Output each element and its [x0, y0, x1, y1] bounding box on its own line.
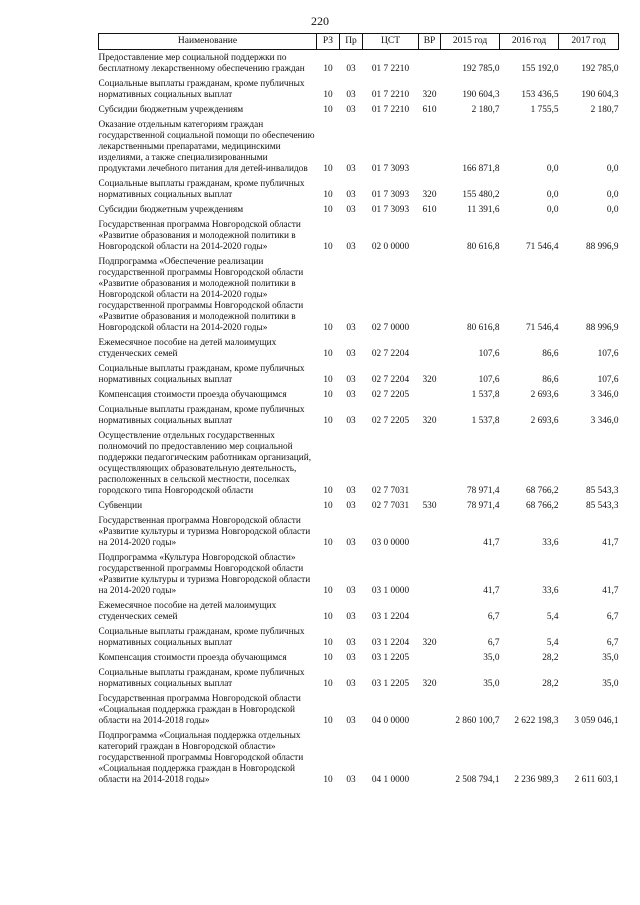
- row-2015: 78 971,4: [466, 486, 500, 496]
- row-2016: 33,6: [542, 586, 559, 596]
- row-cst: 01 7 3093: [371, 205, 410, 215]
- row-cst: 03 1 2204: [371, 638, 410, 648]
- row-2017: 85 543,3: [585, 501, 619, 511]
- row-vr: [419, 50, 441, 77]
- table-row: [99, 387, 619, 402]
- row-2015: 192 785,0: [462, 64, 500, 74]
- row-cst: 02 7 0000: [371, 323, 410, 333]
- row-name: Социальные выплаты гражданам, кроме публичных нормативных социальных выплат: [98, 668, 305, 689]
- table-row: [99, 624, 619, 650]
- row-name: Оказание отдельным категориям граждан государственной социальной помощи по обеспечению лекарственными препаратами, медицинскими изделиями, а также специализированными продуктами лечебного питания для детей-инвалидов: [98, 120, 315, 174]
- row-pr: 03: [346, 205, 356, 215]
- row-2017: 6,7: [606, 638, 619, 648]
- row-2016: 33,6: [542, 538, 559, 548]
- row-pr: 03: [346, 501, 356, 511]
- row-cst: 01 7 3093: [371, 164, 410, 174]
- row-vr: [419, 550, 441, 598]
- row-vr: [419, 254, 441, 335]
- table-row: [99, 728, 619, 787]
- row-pr: 03: [346, 349, 356, 359]
- row-2016: 0,0: [546, 164, 559, 174]
- table-body: [99, 50, 619, 788]
- row-2016: 153 436,5: [521, 90, 559, 100]
- row-2016: 0,0: [546, 205, 559, 215]
- row-pr: 03: [346, 775, 356, 785]
- row-2015: 6,7: [487, 638, 500, 648]
- row-pr: 03: [346, 638, 356, 648]
- row-2016: 86,6: [542, 349, 559, 359]
- row-2017: 41,7: [602, 538, 619, 548]
- table-row: [99, 217, 619, 254]
- row-cst: 01 7 2210: [371, 64, 410, 74]
- row-rz: 10: [323, 416, 333, 426]
- row-name: Осуществление отдельных государственных полномочий по предоставлению мер социальной поддержки педагогическим работникам организаций, осуществляющих образовательную деятельность, расположенных в сельской местности, поселках городского типа Новгородской области: [98, 431, 312, 496]
- table-row: [99, 650, 619, 665]
- row-2016: 2 622 198,3: [514, 716, 559, 726]
- row-2017: 3 346,0: [590, 390, 619, 400]
- row-2017: 3 346,0: [590, 416, 619, 426]
- row-vr: [419, 691, 441, 728]
- row-2016: 5,4: [546, 612, 559, 622]
- row-vr: 610: [422, 105, 437, 115]
- row-rz: 10: [323, 190, 333, 200]
- table-row: [99, 428, 619, 498]
- row-name: Компенсация стоимости проезда обучающимся: [98, 390, 287, 400]
- row-cst: 02 7 2204: [371, 349, 410, 359]
- row-2017: 192 785,0: [581, 64, 619, 74]
- row-2017: 107,6: [597, 375, 619, 385]
- row-2015: 107,6: [478, 375, 500, 385]
- row-2016: 155 192,0: [521, 64, 559, 74]
- header-vr: ВР: [419, 34, 441, 50]
- table-row: [99, 361, 619, 387]
- row-cst: 01 7 2210: [371, 90, 410, 100]
- row-vr: 320: [422, 416, 437, 426]
- row-vr: 320: [422, 638, 437, 648]
- row-vr: [419, 598, 441, 624]
- header-name: Наименование: [99, 34, 317, 50]
- row-2016: 0,0: [546, 190, 559, 200]
- row-pr: 03: [346, 679, 356, 689]
- row-pr: 03: [346, 586, 356, 596]
- row-2016: 2 693,6: [530, 390, 559, 400]
- row-2015: 11 391,6: [467, 205, 500, 215]
- row-name: Ежемесячное пособие на детей малоимущих студенческих семей: [98, 601, 277, 622]
- row-name: Подпрограмма «Культура Новгородской области» государственной программы Новгородской области «Развитие культуры и туризма Новгородской области на 2014-2020 годы»: [98, 553, 311, 596]
- row-vr: [419, 117, 441, 176]
- row-rz: 10: [323, 538, 333, 548]
- table-row: [99, 76, 619, 102]
- row-vr: [419, 217, 441, 254]
- row-vr: [419, 387, 441, 402]
- row-vr: [419, 428, 441, 498]
- row-cst: 03 1 2204: [371, 612, 410, 622]
- row-2015: 1 537,8: [471, 390, 500, 400]
- row-cst: 02 7 2205: [371, 390, 410, 400]
- row-vr: [419, 728, 441, 787]
- row-2015: 35,0: [483, 653, 500, 663]
- row-rz: 10: [323, 105, 333, 115]
- table-row: [99, 117, 619, 176]
- table-row: [99, 498, 619, 513]
- table-row: [99, 402, 619, 428]
- row-rz: 10: [323, 64, 333, 74]
- row-pr: 03: [346, 653, 356, 663]
- row-2015: 190 604,3: [462, 90, 500, 100]
- budget-table: [98, 33, 619, 787]
- row-pr: 03: [346, 375, 356, 385]
- table-row: [99, 102, 619, 117]
- row-vr: [419, 650, 441, 665]
- row-2016: 28,2: [542, 653, 559, 663]
- row-name: Субсидии бюджетным учреждениям: [98, 105, 244, 115]
- row-rz: 10: [323, 242, 333, 252]
- row-2017: 107,6: [597, 349, 619, 359]
- row-rz: 10: [323, 205, 333, 215]
- row-2016: 86,6: [542, 375, 559, 385]
- row-2017: 35,0: [602, 679, 619, 689]
- row-2015: 41,7: [483, 586, 500, 596]
- row-vr: 320: [422, 90, 437, 100]
- row-2016: 68 766,2: [525, 501, 559, 511]
- row-pr: 03: [346, 190, 356, 200]
- row-cst: 03 1 2205: [371, 679, 410, 689]
- row-2016: 5,4: [546, 638, 559, 648]
- row-cst: 01 7 3093: [371, 190, 410, 200]
- row-rz: 10: [323, 612, 333, 622]
- row-name: Государственная программа Новгородской области «Развитие культуры и туризма Новгородской области на 2014-2020 годы»: [98, 516, 311, 548]
- row-2015: 2 508 794,1: [455, 775, 500, 785]
- row-pr: 03: [346, 612, 356, 622]
- table-row: [99, 598, 619, 624]
- row-vr: 530: [422, 501, 437, 511]
- row-rz: 10: [323, 716, 333, 726]
- row-pr: 03: [346, 64, 356, 74]
- page-number: 220: [311, 14, 329, 28]
- row-pr: 03: [346, 164, 356, 174]
- row-cst: 02 7 7031: [371, 501, 410, 511]
- row-cst: 04 0 0000: [371, 716, 410, 726]
- row-2017: 3 059 046,1: [574, 716, 619, 726]
- row-pr: 03: [346, 716, 356, 726]
- row-name: Социальные выплаты гражданам, кроме публичных нормативных социальных выплат: [98, 364, 305, 385]
- row-2017: 88 996,9: [585, 242, 619, 252]
- row-2017: 0,0: [606, 190, 619, 200]
- row-2015: 41,7: [483, 538, 500, 548]
- row-name: Государственная программа Новгородской области «Социальная поддержка граждан в Новгородской области на 2014-2018 годы»: [98, 694, 301, 726]
- row-name: Социальные выплаты гражданам, кроме публичных нормативных социальных выплат: [98, 179, 305, 200]
- row-pr: 03: [346, 242, 356, 252]
- row-vr: 320: [422, 375, 437, 385]
- row-2017: 41,7: [602, 586, 619, 596]
- row-2015: 80 616,8: [466, 323, 500, 333]
- row-rz: 10: [323, 375, 333, 385]
- row-pr: 03: [346, 486, 356, 496]
- row-rz: 10: [323, 586, 333, 596]
- row-name: Субсидии бюджетным учреждениям: [98, 205, 244, 215]
- row-2015: 155 480,2: [462, 190, 500, 200]
- row-2016: 2 693,6: [530, 416, 559, 426]
- header-2016: 2016 год: [500, 34, 559, 50]
- row-cst: 04 1 0000: [371, 775, 410, 785]
- row-rz: 10: [323, 653, 333, 663]
- row-rz: 10: [323, 638, 333, 648]
- row-rz: 10: [323, 486, 333, 496]
- row-rz: 10: [323, 775, 333, 785]
- row-cst: 03 1 2205: [371, 653, 410, 663]
- row-2017: 6,7: [606, 612, 619, 622]
- row-2015: 166 871,8: [462, 164, 500, 174]
- row-name: Компенсация стоимости проезда обучающимся: [98, 653, 287, 663]
- row-name: Социальные выплаты гражданам, кроме публичных нормативных социальных выплат: [98, 405, 305, 426]
- row-2015: 35,0: [483, 679, 500, 689]
- row-name: Предоставление мер социальной поддержки по бесплатному лекарственному обеспечению граждан: [98, 53, 305, 74]
- row-vr: [419, 335, 441, 361]
- row-2017: 2 611 603,1: [574, 775, 619, 785]
- row-2017: 0,0: [606, 205, 619, 215]
- row-2015: 80 616,8: [466, 242, 500, 252]
- table-row: [99, 550, 619, 598]
- row-2016: 71 546,4: [525, 242, 559, 252]
- row-2016: 28,2: [542, 679, 559, 689]
- row-pr: 03: [346, 416, 356, 426]
- row-rz: 10: [323, 323, 333, 333]
- table-row: [99, 513, 619, 550]
- row-2016: 2 236 989,3: [514, 775, 559, 785]
- row-cst: 02 7 2204: [371, 375, 410, 385]
- table-header: [99, 34, 619, 50]
- row-rz: 10: [323, 501, 333, 511]
- row-pr: 03: [346, 390, 356, 400]
- row-2017: 0,0: [606, 164, 619, 174]
- table-row: [99, 665, 619, 691]
- row-2016: 71 546,4: [525, 323, 559, 333]
- row-name: Субвенции: [98, 501, 143, 511]
- row-name: Социальные выплаты гражданам, кроме публичных нормативных социальных выплат: [98, 79, 305, 100]
- row-2015: 107,6: [478, 349, 500, 359]
- header-pr: Пр: [340, 34, 363, 50]
- row-2016: 1 755,5: [530, 105, 559, 115]
- row-vr: [419, 513, 441, 550]
- row-pr: 03: [346, 105, 356, 115]
- header-2017: 2017 год: [559, 34, 619, 50]
- row-pr: 03: [346, 323, 356, 333]
- row-pr: 03: [346, 90, 356, 100]
- row-cst: 02 7 7031: [371, 486, 410, 496]
- row-vr: 610: [422, 205, 437, 215]
- table-row: [99, 176, 619, 202]
- table-row: [99, 335, 619, 361]
- row-2017: 190 604,3: [581, 90, 619, 100]
- header-2015: 2015 год: [441, 34, 500, 50]
- row-cst: 02 0 0000: [371, 242, 410, 252]
- row-cst: 03 1 0000: [371, 586, 410, 596]
- row-2016: 68 766,2: [525, 486, 559, 496]
- table-row: [99, 691, 619, 728]
- row-2017: 85 543,3: [585, 486, 619, 496]
- header-cst: ЦСТ: [363, 34, 419, 50]
- row-cst: 03 0 0000: [371, 538, 410, 548]
- row-rz: 10: [323, 349, 333, 359]
- row-2015: 2 180,7: [471, 105, 500, 115]
- table-row: [99, 50, 619, 77]
- row-2015: 1 537,8: [471, 416, 500, 426]
- row-name: Социальные выплаты гражданам, кроме публичных нормативных социальных выплат: [98, 627, 305, 648]
- row-name: Подпрограмма «Обеспечение реализации государственной программы Новгородской области «Развитие образования и молодежной политики в Новгородской области на 2014-2020 годы» государственной программы Новгородской области «Развитие образования и молодежной политики в Новгородской области на 2014-2020 годы»: [98, 257, 304, 333]
- row-2017: 35,0: [602, 653, 619, 663]
- row-name: Государственная программа Новгородской области «Развитие образования и молодежной политики в Новгородской области на 2014-2020 годы»: [98, 220, 301, 252]
- row-2017: 2 180,7: [590, 105, 619, 115]
- table-row: [99, 254, 619, 335]
- header-rz: РЗ: [317, 34, 340, 50]
- row-vr: 320: [422, 679, 437, 689]
- row-name: Подпрограмма «Социальная поддержка отдельных категорий граждан в Новгородской области» государственной программы Новгородской области «Социальная поддержка граждан в Новгородской области на 2014-2018 годы»: [98, 731, 304, 785]
- row-2015: 2 860 100,7: [455, 716, 500, 726]
- row-vr: 320: [422, 190, 437, 200]
- row-rz: 10: [323, 679, 333, 689]
- row-2017: 88 996,9: [585, 323, 619, 333]
- row-rz: 10: [323, 90, 333, 100]
- row-2015: 78 971,4: [466, 501, 500, 511]
- row-rz: 10: [323, 390, 333, 400]
- row-2015: 6,7: [487, 612, 500, 622]
- row-pr: 03: [346, 538, 356, 548]
- table-row: [99, 202, 619, 217]
- row-cst: 01 7 2210: [371, 105, 410, 115]
- row-name: Ежемесячное пособие на детей малоимущих студенческих семей: [98, 338, 277, 359]
- row-cst: 02 7 2205: [371, 416, 410, 426]
- row-rz: 10: [323, 164, 333, 174]
